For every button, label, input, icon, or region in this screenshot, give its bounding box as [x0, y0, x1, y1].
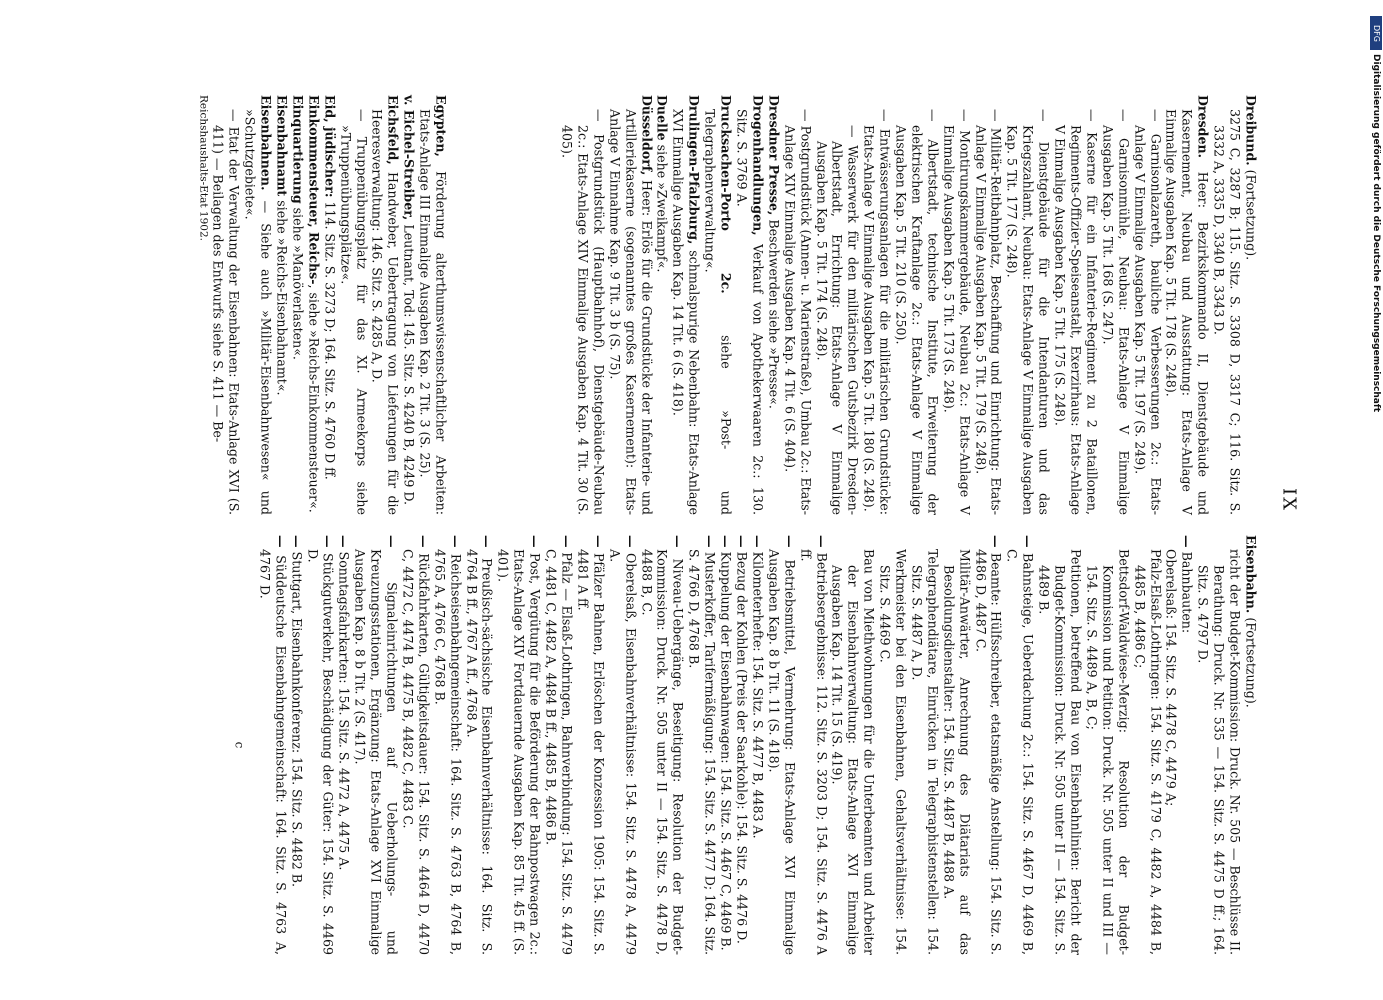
index-entry: [241, 95, 273, 515]
entry-text: — Wasserwerk für den militärischen Gutsbezirk Dresden-Albertstadt, Errichtung: Etats-Anlage V Einmalige Ausgaben Kap. 5 Tit. 174 (S. 248).: [813, 125, 861, 515]
entry-heading: —: [384, 535, 400, 548]
section-gap: [448, 95, 558, 515]
entry-text: Rückfahrkarten, Gültigkeitsdauer: 154. Sitz. S. 4464 D, 4470 C, 4472 C, 4474 B, 4475 B, 4482 C, 4483 C.: [399, 547, 431, 955]
index-subentry: [829, 535, 877, 955]
page-number: IX: [1278, 488, 1299, 512]
entry-text: siehe »Manöverlasten«.: [289, 203, 305, 360]
index-entry: [335, 535, 351, 955]
index-subentry: [1194, 535, 1242, 955]
entry-heading: —: [320, 535, 336, 548]
dfg-logo: DFG: [1370, 16, 1382, 50]
index-subentry: [1099, 95, 1131, 515]
index-entry: [288, 535, 304, 955]
index-entry: [1242, 535, 1258, 955]
entry-text: Pfälzer Bahnen, Erlöschen der Konzession 1905: 154. Sitz. S. 4481 A ff.: [574, 547, 606, 955]
entry-heading: —: [415, 535, 431, 548]
index-entry: [369, 95, 401, 515]
entry-text: 114. Sitz. S. 3273 D; 164. Sitz. S. 4760 D ff.: [321, 197, 337, 480]
index-entry: [717, 535, 733, 955]
entry-text: richt der Budget-Kommission: Druck. Nr. 505 — Beschlüsse II. Berathung: Druck. Nr. 535 — 154. Sitz. S. 4475 D ff.; 164. Sitz. S. 4797 D.: [1195, 549, 1243, 955]
entry-text: — Truppenübungsplatz für das XI. Armeekorps siehe »Truppenübungsplätze«.: [337, 109, 369, 515]
index-entry: [542, 535, 574, 955]
entry-text: — Garnisonmühle, Neubau: Etats-Anlage V Einmalige Ausgaben Kap. 5 Tit. 168 (S. 247).: [1099, 109, 1131, 515]
index-entry: [304, 535, 336, 955]
entry-text: — Garnisonlazareth, bauliche Verbesserungen 2c.: Etats-Anlage V Einmalige Ausgaben Kap. 5 Tit. 197 (S. 249).: [1131, 109, 1163, 515]
entry-text: schmalspurige Nebenbahn: Etats-Anlage XVI Einmalige Ausgaben Kap. 14 Tit. 6 (S. 418).: [670, 109, 702, 515]
entry-text: (Fortsetzung).: [1243, 165, 1258, 261]
entry-text: Musterkoffer, Tarifermäßigung: 154. Sitz. S. 4477 D; 164. Sitz. S. 4766 D, 4768 B.: [686, 547, 718, 955]
entry-text: — Etat der Verwaltung der Eisenbahnen: Etats-Anlage XVI (S. 411) — Beilagen des Entwurfs siehe S. 411 — Be-: [210, 109, 242, 515]
entry-heading: Dresden.: [1195, 95, 1211, 159]
entry-text: Post, Vergütung für die Beförderung der Bahnpostwagen 2c.: Etats-Anlage XIV Fortdauernde Ausgaben Kap. 85 Tit. 45 ff. (S. 401).: [495, 547, 543, 955]
index-column-right: [230, 535, 1258, 955]
entry-text: Reichseisenbahngemeinschaft: 164. Sitz. S. 4763 B, 4764 B, 4765 A, 4766 C, 4768 B.: [431, 547, 463, 955]
index-subentry: [1004, 95, 1052, 515]
index-entry: [654, 95, 670, 515]
index-entry: [606, 95, 654, 515]
index-entry: [765, 95, 781, 515]
index-subentry: [813, 95, 861, 515]
entry-heading: Eisenbahn.: [1243, 535, 1258, 614]
index-entry: [606, 535, 638, 955]
index-entry: [733, 95, 765, 515]
entry-heading: —: [670, 535, 686, 548]
entry-text: Bau von Miethwohnungen für die Unterbeamten und Arbeiter der Eisenbahnverwaltung: Etats-Anlage XVI Einmalige Ausgaben Kap. 14 Tit. 15 (S. 419).: [829, 549, 877, 955]
index-subentry: [1131, 95, 1163, 515]
index-subentry: [1051, 95, 1099, 515]
entry-text: — Postgrundstück (Annen- u. Marienstraße), Umbau 2c.: Etats-Anlage XIV Einmalige Ausgaben Kap. 4 Tit. 6 (S. 404).: [781, 109, 813, 515]
entry-heading: —: [479, 535, 495, 548]
entry-text: , siehe »Reichs-Einkommensteuer«.: [305, 284, 321, 513]
index-entry: [1242, 95, 1258, 515]
entry-heading: Eisenbahnamt: [274, 95, 290, 197]
entry-text: — Militär-Reitbahnplatz, Beschaffung und Einrichtung: Etats-Anlage V Einmalige Ausgaben Kap. 5 Tit. 179 (S. 248).: [972, 109, 1004, 515]
entry-text: Bahnbauten:: [1179, 547, 1195, 634]
index-entry: [749, 535, 765, 955]
entry-text: Kuppelung der Eisenbahnwagen: 154. Sitz. S. 4467 C, 4469 B.: [718, 547, 734, 951]
index-subentry: [908, 535, 940, 955]
entry-heading: Drucksachen-Porto 2c.: [718, 95, 734, 294]
index-subentry: [860, 95, 892, 515]
entry-heading: Einquartierung: [289, 95, 305, 204]
entry-text: Betriebsmittel, Vermehrung: Etats-Anlage XVI Einmalige Ausgaben Kap. 8 b Tit. 11 (S. 418).: [765, 547, 797, 955]
entry-text: — Entwässerungsanlagen für die militärischen Grundstücke: Etats-Anlage V Einmalige Ausgaben Kap. 5 Tit. 180 (S. 248).: [861, 109, 893, 515]
dfg-sidebar: [1370, 10, 1382, 990]
index-entry: [463, 535, 495, 955]
entry-text: Handweber, Uebertragung von Lieferungen für die Heeresverwaltung: 146. Sitz. S. 4285 A, D.: [369, 109, 401, 515]
index-entry: [351, 535, 399, 955]
index-subentry: [940, 95, 972, 515]
entry-heading: —: [622, 535, 638, 548]
entry-text: Stuttgart, Eisenbahnkonferenz: 154. Sitz. S. 4482 B.: [288, 547, 304, 888]
entry-text: Heer: Erlös für die Grundstücke der Infanterie- und Artilleriekaserne (sogenanntes großes Kasernement): Etats-Anlage V Einnahme Kap. 9 Tit. 3 b (S. 75).: [606, 109, 654, 515]
signature-mark: c: [231, 741, 246, 749]
entry-heading: —: [272, 535, 288, 548]
index-subentry: [892, 95, 940, 515]
index-subentry: [940, 535, 972, 955]
entry-heading: Eichsfeld,: [385, 95, 401, 165]
index-subentry: [1163, 535, 1179, 955]
entry-text: Heer: Bezirkskommando II, Dienstgebäude und Kasernement, Neubau und Ausstattung: Etats-Anlage V Einmalige Ausgaben Kap. 5 Tit. 178 (S. 248).: [1163, 109, 1211, 515]
entry-text: Bettsdorf-Waldwiese-Merzig: Resolution der Budget-Kommission und Petition: Druck. Nr. 505 unter II und III — 154. Sitz. S. 4489 A, B, C;: [1083, 549, 1131, 955]
entry-heading: —: [288, 535, 304, 548]
entry-heading: —: [781, 535, 797, 548]
entry-text: Oberelsaß: 154. Sitz. S. 4478 C, 4479 A;: [1163, 549, 1179, 807]
entry-text: Beamte: Hülfsschreiber, etatsmäßige Anstellung: 154. Sitz. S. 4486 D, 4487 C.: [972, 547, 1004, 955]
entry-text: Petitionen, betreffend Bau von Eisenbahnlinien: Bericht der Budget-Kommission: Druck. Nr. 505 unter II — 154. Sitz. S. 4489 B.: [1036, 549, 1084, 955]
index-entry: [305, 95, 321, 515]
entry-text: Telegraphendiätare, Einrücken in Telegraphistenstellen: 154. Sitz. S. 4487 A, D.: [908, 549, 940, 955]
index-subentry: [876, 535, 908, 955]
index-entry: [638, 535, 686, 955]
entry-text: Verkauf von Apothekerwaaren 2c.: 130. Sitz. S. 3769 A.: [734, 109, 765, 515]
entry-heading: Egypten,: [433, 95, 449, 157]
entry-text: Sonntagsfahrkarten: 154. Sitz. S. 4472 A, 4475 A.: [336, 547, 352, 871]
entry-text: — Siehe auch »Militär-Eisenbahnwesen« und »Schutzgebiete«.: [242, 109, 274, 515]
index-subentry: [210, 95, 242, 515]
index-entry: [797, 535, 829, 955]
entry-text: (Fortsetzung).: [1243, 613, 1258, 708]
entry-heading: —: [1020, 535, 1036, 548]
entry-text: Bahnsteige, Ueberdachung 2c.: 154. Sitz. S. 4467 D, 4469 B, C.: [1004, 547, 1036, 955]
entry-heading: Einkommensteuer, Reichs-: [305, 95, 321, 285]
entry-text: Kilometerhefte: 154. Sitz. S. 4477 B, 4483 A.: [749, 547, 765, 839]
index-entry: [1178, 535, 1194, 955]
entry-heading: —: [718, 535, 734, 548]
index-entry: [256, 535, 288, 955]
entry-heading: —: [527, 535, 543, 548]
index-subentry: [1083, 535, 1131, 955]
index-entry: [669, 95, 701, 515]
entry-text: siehe »Zweikampf«.: [654, 140, 670, 273]
index-entry: [574, 535, 606, 955]
entry-heading: —: [734, 535, 749, 548]
entry-text: Pfalz — Elsaß-Lothringen, Bahnverbindung: 154. Sitz. S. 4479 C, 4481 C, 4482 A, 4484 B ff., 4485 B, 4486 B.: [543, 547, 575, 955]
entry-heading: —: [590, 535, 606, 548]
entry-heading: Dresdner Presse,: [765, 95, 781, 216]
entry-heading: —: [988, 535, 1004, 548]
entry-heading: Drogenhandlungen,: [749, 95, 765, 236]
entry-text: Leutnant, Tod: 145. Sitz. S. 4240 B, 4249 D.: [401, 220, 417, 506]
entry-text: Beschwerden siehe »Presse«.: [765, 215, 781, 409]
entry-text: Stückgutverkehr, Beschädigung der Güter: 154. Sitz. S. 4469 D.: [304, 547, 336, 955]
entry-heading: Eisenbahnen.: [258, 95, 274, 191]
index-subentry: [337, 95, 369, 515]
index-entry: [400, 95, 416, 515]
index-entry: [431, 535, 463, 955]
entry-heading: —: [447, 535, 463, 548]
index-entry: [495, 535, 543, 955]
entry-heading: —: [1179, 535, 1195, 548]
entry-heading: Drulingen-Pfalzburg,: [686, 95, 702, 245]
index-entry: [289, 95, 305, 515]
entry-heading: —: [749, 535, 765, 548]
index-entry: [416, 95, 448, 515]
index-entry: [972, 535, 1004, 955]
entry-text: — Postgrundstück (Hauptbahnhof), Dienstgebäude-Neubau 2c.: Etats-Anlage XIV Einmalige Ausgaben Kap. 4 Tit. 30 (S. 405).: [559, 109, 606, 515]
entry-heading: —: [336, 535, 352, 548]
entry-text: — Kaserne für ein Infanterie-Regiment zu 2 Bataillonen, Regiments-Offizier-Speiseanstalt, Exerzirhaus: Etats-Anlage V Einmalige Ausgaben Kap. 5 Tit. 175 (S. 248).: [1052, 109, 1099, 515]
index-column-left: [194, 95, 1258, 515]
index-entry: [1004, 535, 1036, 955]
entry-heading: Eid, jüdischer:: [321, 95, 337, 198]
index-subentry: [781, 95, 813, 515]
entry-heading: Düsseldorf,: [638, 95, 654, 176]
entry-text: Militär-Anwärter, Anrechnung des Diätariats auf das Besoldungsdienstalter: 154. Sitz. S. 4487 B, 4488 A.: [940, 549, 972, 955]
entry-heading: —: [813, 535, 829, 548]
index-subentry: [558, 95, 606, 515]
index-entry: [399, 535, 431, 955]
entry-text: Niveau-Uebergänge, Beseitigung: Resolution der Budget-Kommission: Druck. Nr. 505 unter II — 154. Sitz. S. 4478 D, 4488 B, C.: [638, 547, 686, 955]
entry-text: Oberelsaß, Eisenbahnverhältnisse: 154. Sitz. S. 4478 A, 4479 A.: [606, 547, 638, 955]
entry-text: Preußisch-sächsische Eisenbahnverhältnisse: 164. Sitz. S. 4764 B ff., 4767 A ff., 4768 A.: [463, 547, 495, 955]
entry-text: — Albertstadt, technische Institute, Erweiterung der elektrischen Kraftanlage 2c.: Etats-Anlage V Einmalige Ausgaben Kap. 5 Tit. 210 (S. 250).: [893, 109, 940, 515]
entry-heading: —: [559, 535, 575, 548]
entry-text: — Montirungskammergebäude, Neubau 2c.: Etats-Anlage V Einmalige Ausgaben Kap. 5 Tit. 173 (S. 248).: [940, 109, 972, 515]
index-entry: [701, 95, 733, 515]
entry-text: Süddeutsche Eisenbahngemeinschaft: 164. Sitz. S. 4763 A, 4767 D.: [256, 547, 288, 955]
entry-text: 3275 C, 3287 B; 115. Sitz. S. 3308 D, 3317 C; 116. Sitz. S. 3332 A, 3335 D, 3340 B, 3343 D.: [1211, 109, 1243, 515]
index-entry: [321, 95, 337, 515]
entry-text: — Dienstgebäude für die Intendanturen und das Kriegszahlamt, Neubau: Etats-Anlage V Einmalige Ausgaben Kap. 5 Tit. 177 (S. 248).: [1004, 109, 1052, 515]
digitization-note: Digitalisierung gefördert durch die Deutsche Forschungsgemeinschaft: [1371, 54, 1381, 413]
entry-text: Signaleinrichtungen auf Ueberholungs- und Kreuzungsstationen, Ergänzung: Etats-Anlage XVI Einmalige Ausgaben Kap. 8 b Tit. 2 (S. 417).: [352, 547, 400, 955]
entry-text: Werkmeister bei den Eisenbahnen, Gehaltsverhältnisse: 154. Sitz. S. 4469 C.: [877, 549, 909, 955]
entry-heading: Duelle: [654, 95, 670, 141]
entry-text: siehe »Reichs-Eisenbahnamt«.: [274, 196, 290, 396]
index-entry: [765, 535, 797, 955]
column-footer-note: Reichshaushalts-Etat 1902.: [196, 95, 209, 241]
entry-text: Bezug der Kohlen (Preis der Saarkohle): 154. Sitz. S. 4476 D.: [734, 547, 749, 944]
entry-text: Pfalz-Elsaß-Lothringen: 154. Sitz. S. 4179 C, 4482 A, 4484 B, 4485 B, 4486 C;: [1131, 549, 1163, 955]
entry-heading: —: [702, 535, 718, 548]
index-entry: [733, 535, 749, 955]
index-entry: [685, 535, 717, 955]
entry-text: Förderung alterthumswissenschaftlicher Arbeiten: Etats-Anlage III Einmalige Ausgaben Kap. 2 Tit. 3 (S. 25).: [417, 109, 449, 515]
index-subentry: [972, 95, 1004, 515]
index-subentry: [1035, 535, 1083, 955]
index-entry: [1163, 95, 1211, 515]
entry-text: siehe »Post- und Telegraphenverwaltung«.: [702, 109, 734, 515]
entry-heading: Dreibund.: [1243, 95, 1258, 166]
index-subentry: [1131, 535, 1163, 955]
entry-text: Betriebsergebnisse: 112. Sitz. S. 3203 D; 154. Sitz. S. 4476 A ff.: [797, 547, 829, 955]
index-subentry: [1210, 95, 1242, 515]
entry-heading: v. Eichel-Streiber,: [401, 95, 417, 221]
index-entry: [273, 95, 289, 515]
